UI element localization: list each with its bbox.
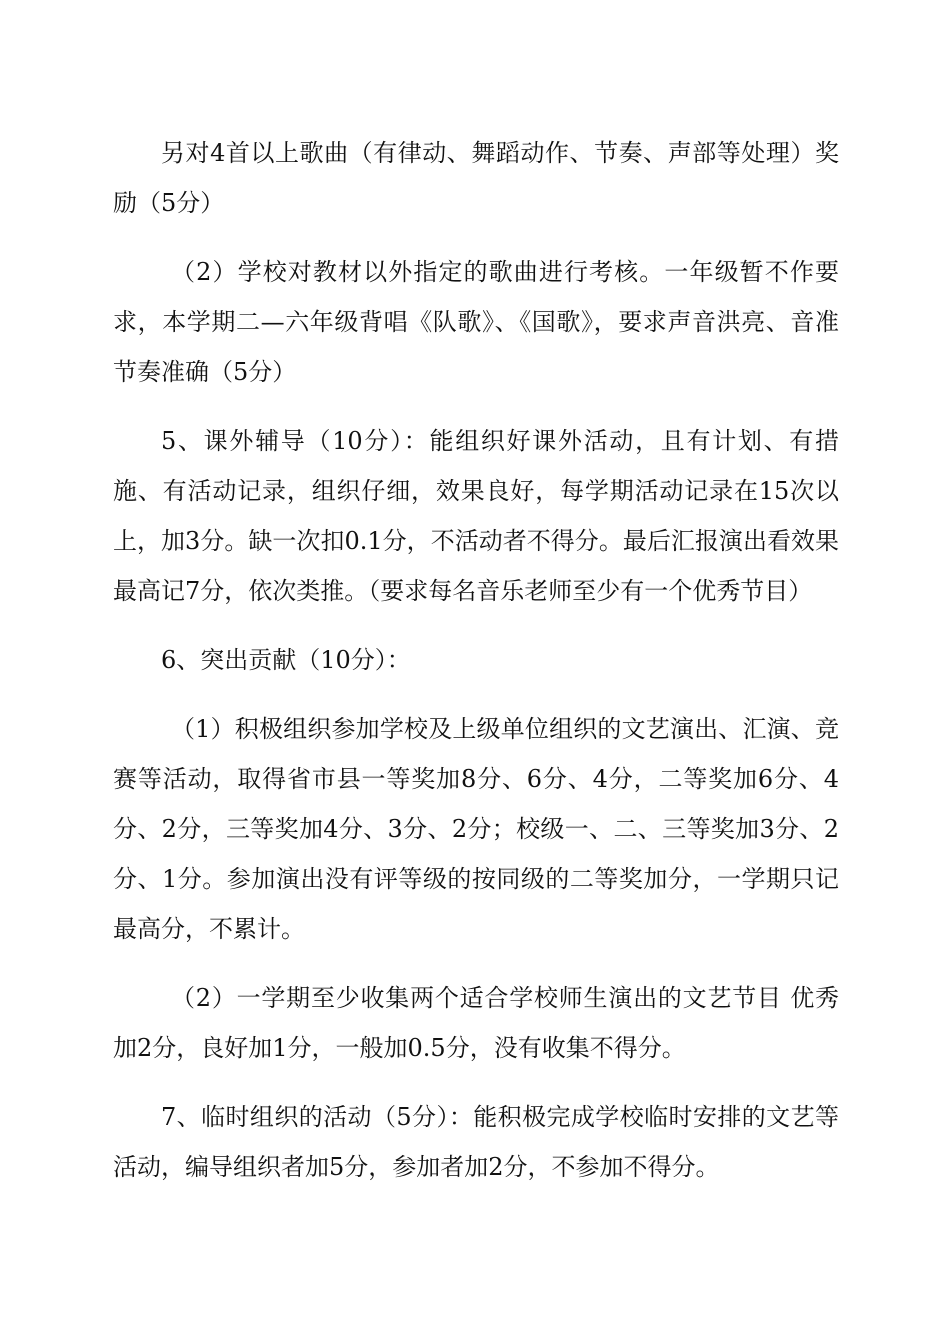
paragraph-7: 7、临时组织的活动（5分）：能积极完成学校临时安排的文艺等活动，编导组织者加5分，参加者加2分，不参加不得分。 [113, 1103, 839, 1181]
paragraph-4: 6、突出贡献（10分）： [161, 646, 411, 674]
paragraph-3: 5、课外辅导（10分）：能组织好课外活动，且有计划、有措施、有活动记录，组织仔细，效果良好，每学期活动记录在15次以上，加3分。缺一次扣0.1分，不活动者不得分。最后汇报演出看效果最高记7分，依次类推。（要求每名音乐老师至少有一个优秀节目） [113, 427, 839, 605]
paragraph-1: 另对4首以上歌曲（有律动、舞蹈动作、节奏、声部等处理）奖励（5分） [113, 139, 839, 217]
paragraph-6: （2）一学期至少收集两个适合学校师生演出的文艺节目 优秀加2分，良好加1分，一般加0.5分，没有收集不得分。 [113, 984, 839, 1062]
paragraph-5: （1）积极组织参加学校及上级单位组织的文艺演出、汇演、竞赛等活动，取得省市县一等奖加8分、6分、4分，二等奖加6分、4分、2分，三等奖加4分、3分、2分；校级一、二、三等奖加3分、2分、1分。参加演出没有评等级的按同级的二等奖加分，一学期只记最高分，不累计。 [113, 715, 839, 943]
document-body [113, 128, 839, 1211]
paragraph-2: （2）学校对教材以外指定的歌曲进行考核。一年级暂不作要求，本学期二—六年级背唱《队歌》、《国歌》，要求声音洪亮、音准节奏准确（5分） [113, 258, 839, 386]
